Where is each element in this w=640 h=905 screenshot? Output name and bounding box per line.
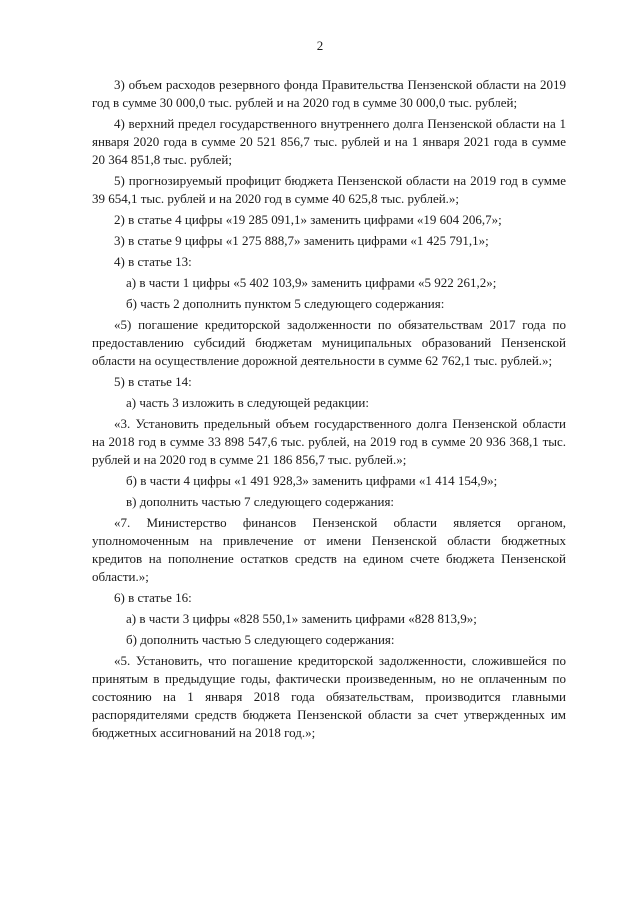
paragraph-sub-b: б) в части 4 цифры «1 491 928,3» заменить цифрами «1 414 154,9»; (126, 473, 498, 488)
document-body (92, 76, 566, 745)
paragraph-sub-v: в) дополнить частью 7 следующего содержания: (126, 494, 395, 509)
paragraph-item-3: 3) объем расходов резервного фонда Правительства Пензенской области на 2019 год в сумме 30 000,0 тыс. рублей и на 2020 год в сумме 30 000,0 тыс. рублей; (92, 77, 566, 110)
paragraph-sub-b: б) дополнить частью 5 следующего содержания: (126, 632, 395, 647)
page-number: 2 (316, 38, 324, 53)
paragraph-amend-4: 4) в статье 13: (114, 254, 192, 269)
paragraph-quote-5: «5) погашение кредиторской задолженности по обязательствам 2017 года по предоставлению субсидий бюджетам муниципальных образований Пензенской области на осуществление дорожной деятельности в сумме 62 762,1 тыс. рублей.»; (92, 317, 566, 368)
paragraph-amend-3: 3) в статье 9 цифры «1 275 888,7» заменить цифрами «1 425 791,1»; (114, 233, 489, 248)
paragraph-amend-5: 5) в статье 14: (114, 374, 192, 389)
paragraph-quote-3: «3. Установить предельный объем государственного долга Пензенской области на 2018 год в сумме 33 898 547,6 тыс. рублей, на 2019 год в сумме 20 936 368,1 тыс. рублей и на 2020 год в сумме 21 186 856,7 тыс. рублей.»; (92, 416, 566, 467)
paragraph-sub-a: а) в части 1 цифры «5 402 103,9» заменить цифрами «5 922 261,2»; (126, 275, 497, 290)
paragraph-sub-a: а) часть 3 изложить в следующей редакции: (126, 395, 369, 410)
paragraph-sub-b: б) часть 2 дополнить пунктом 5 следующего содержания: (126, 296, 445, 311)
paragraph-quote-7: «7. Министерство финансов Пензенской области является органом, уполномоченным на привлечение от имени Пензенской области бюджетных кредитов на пополнение остатков средств на едином счете бюджета Пензенской области.»; (92, 515, 566, 584)
paragraph-item-4: 4) верхний предел государственного внутреннего долга Пензенской области на 1 января 2020 года в сумме 20 521 856,7 тыс. рублей и на 1 января 2021 года в сумме 20 364 851,8 тыс. рублей; (92, 116, 566, 167)
paragraph-amend-6: 6) в статье 16: (114, 590, 192, 605)
paragraph-quote-5b: «5. Установить, что погашение кредиторской задолженности, сложившейся по принятым в предыдущие годы, фактически произведенным, но не оплаченным по состоянию на 1 января 2018 года обязательствам, производится главными распорядителями средств бюджета Пензенской области за счет утвержденных им бюджетных ассигнований на 2018 год.»; (92, 653, 566, 740)
paragraph-amend-2: 2) в статье 4 цифры «19 285 091,1» заменить цифрами «19 604 206,7»; (114, 212, 502, 227)
paragraph-item-5: 5) прогнозируемый профицит бюджета Пензенской области на 2019 год в сумме 39 654,1 тыс. рублей и на 2020 год в сумме 40 625,8 тыс. рублей.»; (92, 173, 566, 206)
paragraph-sub-a: а) в части 3 цифры «828 550,1» заменить цифрами «828 813,9»; (126, 611, 477, 626)
